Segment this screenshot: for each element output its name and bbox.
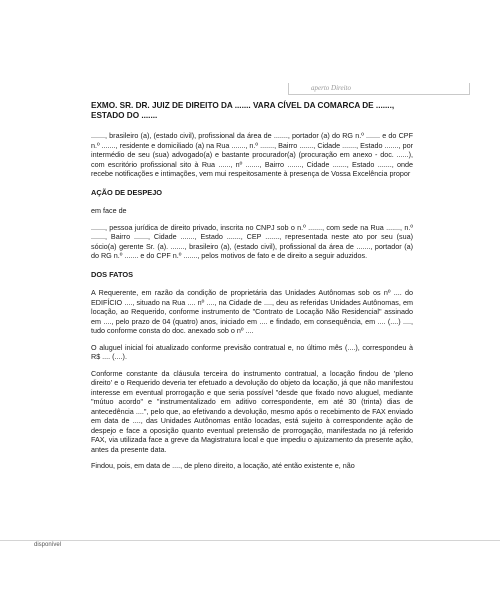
defendant-paragraph: ......., pessoa jurídica de direito privado, inscrita no CNPJ sob o n.º ......., com sede na Rua ......., n.º ......., Bairro ......., Cidade ......., Estado ......., CEP ......., representada neste ato por seu (sua) sócio(a) gerente Sr. (a). ......., brasileiro (a), (estado civil), profissional da área de ......., portador (a) do RG n.º ....... e do CPF n.º ......., pelos motivos de fato e de direito a seguir aduzidos. [91, 222, 413, 260]
intro-paragraph: ......., brasileiro (a), (estado civil), profissional da área de ......., portador (a) do RG n.º ....... e do CPF n.º ......., residente e domiciliado (a) na Rua ......., n.º ......., Bairro ......., Cidade ......., Estado ......., por intermédio de seu (sua) advogado(a) e bastante procurador(a) (procuração em anexo - doc. ......), com escritório profissional sito à Rua ......, nº ......., Bairro ......., Cidade ......., Estado ......., onde recebe notificações e intimações, vem mui respeitosamente à presença de Vossa Excelência propor [91, 131, 413, 178]
document-title: EXMO. SR. DR. JUIZ DE DIREITO DA ....... VARA CÍVEL DA COMARCA DE ......., ESTADO DO ....... [91, 101, 395, 120]
watermark-text: aperto Direito [288, 83, 470, 95]
facts-paragraph: O aluguel inicial foi atualizado conforme previsão contratual e, no último mês (....), correspondeu à R$ .... (....). [91, 342, 413, 361]
facts-paragraph: Findou, pois, em data de ...., de pleno direito, a locação, até então existente e, não [91, 461, 355, 470]
facts-paragraph: Conforme constante da cláusula terceira do instrumento contratual, a locação findou de 'pleno direito' e o Requerido deveria ter efetuado a devolução do objeto da locação, já que não manifestou interesse em eventual prorrogação e que seria possível "desde que fixado novo aluguel, mediante "mútuo acordo" e "instrumentalizado em aditivo correspondente, em até 30 (trinta) dias de antecedência ....", pelo que, ao efetivando a devolução, mesmo após o recebimento de FAX enviado em data de ...., das Unidades Autônomas então locadas, está sujeito à correspondente ação de despejo e face a oposição quanto eventual pretensão de prorrogação, manifestada no já referido FAX, via utilizada face a greve da Magistratura local e que impediu o ajuizamento da presente ação, antes da presente data. [91, 368, 413, 454]
document-body [91, 101, 413, 478]
em-face-paragraph: em face de [91, 206, 127, 215]
footer-label: disponível [34, 542, 62, 548]
facts-heading: DOS FATOS [91, 269, 134, 279]
action-heading: AÇÃO DE DESPEJO [91, 187, 163, 197]
footer-divider [0, 540, 500, 541]
facts-paragraph: A Requerente, em razão da condição de proprietária das Unidades Autônomas sob os nº .... do EDIFÍCIO ...., situado na Rua .... nº ...., na Cidade de ...., deu as referidas Unidades Autônomas, em locação, ao Requerido, conforme instrumento de "Contrato de Locação Não Residencial" assinado em ...., pelo prazo de 04 (quatro) anos, iniciado em .... e findado, em consequência, em .... (....) ...., tudo conforme consta do doc. anexado sob o nº .... [91, 288, 413, 335]
